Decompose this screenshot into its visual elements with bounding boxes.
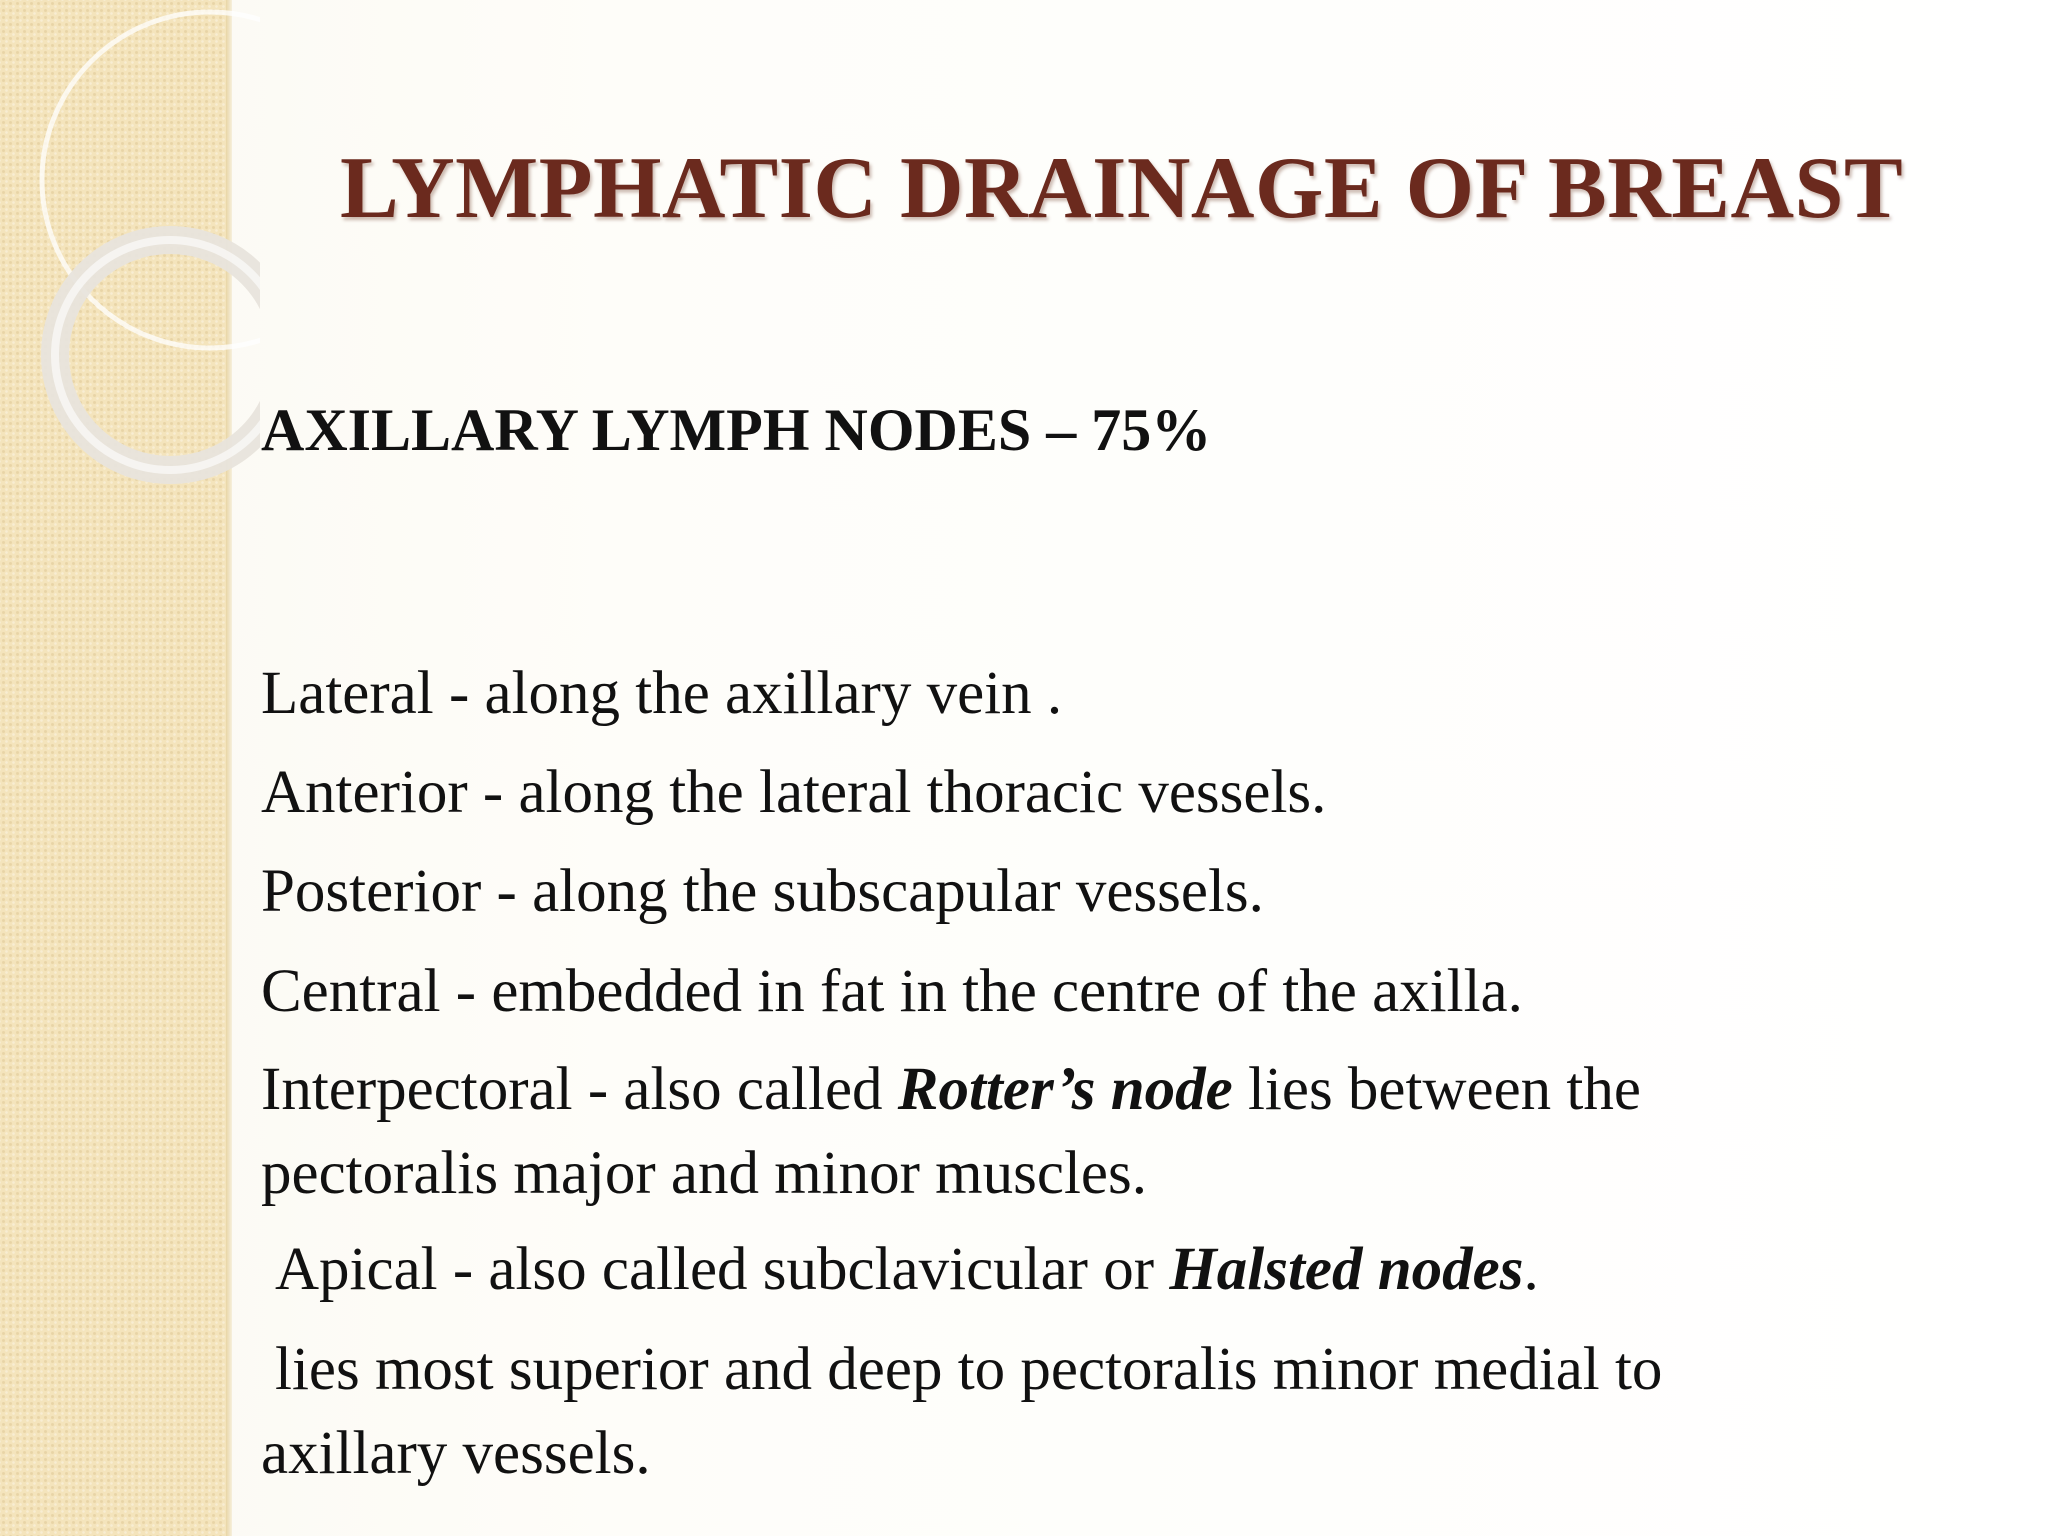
- apical-text-end: .: [1523, 1236, 1539, 1303]
- rotters-node-emphasis: Rotter’s node: [897, 1056, 1233, 1123]
- decorative-rings: [0, 0, 260, 520]
- apical-detail-line2: axillary vessels.: [261, 1420, 651, 1487]
- apical-detail-line1: lies most superior and deep to pectoralis minor medial to: [275, 1336, 1663, 1403]
- apical-text-start: Apical - also called subclavicular or: [275, 1236, 1170, 1303]
- list-item-anterior: Anterior - along the lateral thoracic vessels.: [261, 759, 1327, 826]
- list-item-central: Central - embedded in fat in the centre of the axilla.: [261, 958, 1523, 1025]
- interpectoral-text-end: lies between the: [1232, 1056, 1641, 1123]
- list-item-interpectoral: [261, 1048, 1641, 1216]
- list-item-posterior: Posterior - along the subscapular vessels.: [261, 858, 1264, 925]
- interpectoral-text-line2: pectoralis major and minor muscles.: [261, 1140, 1147, 1207]
- list-item-lateral: Lateral - along the axillary vein .: [261, 660, 1063, 727]
- halsted-nodes-emphasis: Halsted nodes: [1169, 1236, 1524, 1303]
- list-item-apical-detail: [261, 1328, 1662, 1496]
- slide-body: [261, 392, 1981, 1487]
- section-heading: AXILLARY LYMPH NODES – 75%: [261, 397, 1212, 463]
- slide-title: LYMPHATIC DRAINAGE OF BREAST: [340, 140, 1904, 237]
- medium-ring-highlight: [55, 240, 260, 470]
- list-item-apical: [261, 1228, 1539, 1312]
- interpectoral-text-start: Interpectoral - also called: [261, 1056, 898, 1123]
